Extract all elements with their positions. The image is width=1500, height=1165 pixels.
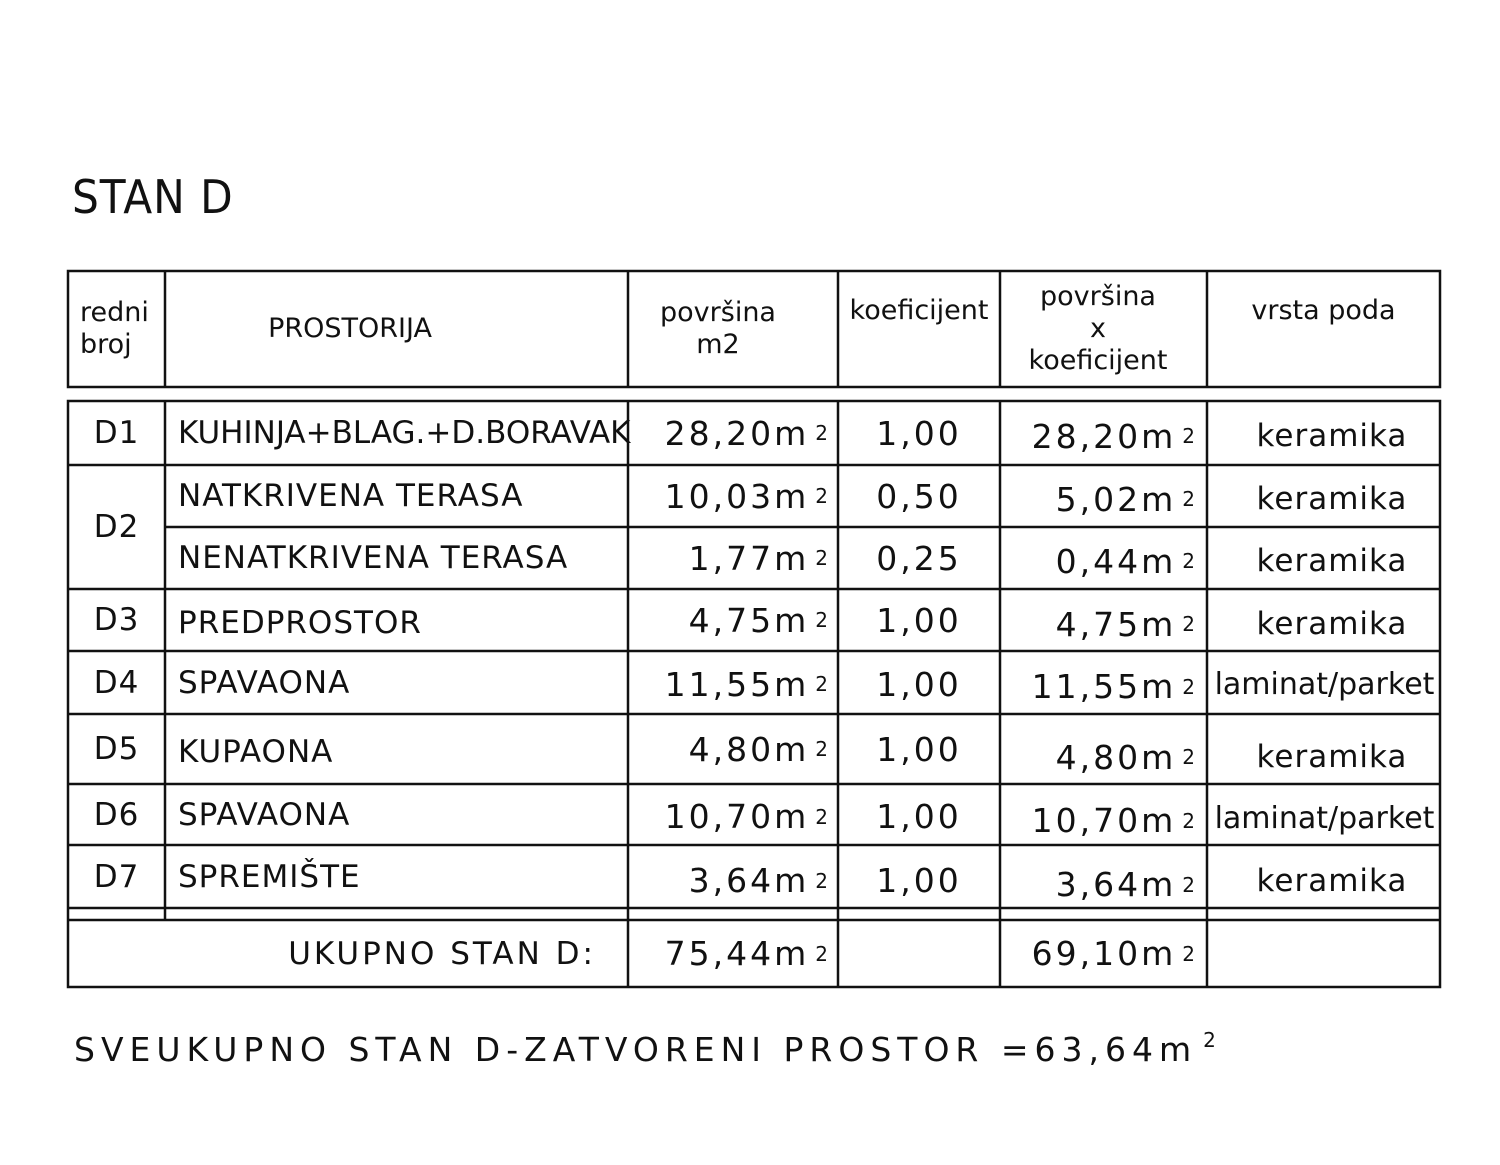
- cell-coef: 1,00: [876, 861, 962, 900]
- total-label: UKUPNO STAN D:: [288, 935, 596, 972]
- cell-id: D1: [93, 415, 140, 451]
- header-prostorija: [165, 271, 535, 387]
- cell-room: NATKRIVENA TERASA: [178, 478, 524, 514]
- header-redni-broj-line2: broj: [80, 329, 132, 360]
- unit-exponent: 2: [815, 421, 828, 445]
- cell-weighted: [1000, 404, 1195, 468]
- cell-id: D3: [93, 602, 140, 638]
- cell-weighted: [1000, 722, 1195, 792]
- cell-coef: 1,00: [876, 413, 962, 453]
- footer-summary: [74, 1028, 1216, 1069]
- cell-area-value: 10,03m: [664, 476, 810, 516]
- cell-weighted-value: 3,64m: [1055, 865, 1177, 904]
- unit-exponent: 2: [1182, 424, 1195, 448]
- document-title: STAN D: [72, 170, 234, 224]
- cell-coef: 1,00: [876, 600, 962, 640]
- cell-floor: laminat/parket: [1214, 801, 1435, 836]
- cell-room: KUHINJA+BLAG.+D.BORAVAK: [178, 415, 631, 451]
- header-vrsta-poda-label: vrsta poda: [1251, 295, 1396, 326]
- header-redni-broj: [68, 271, 165, 387]
- unit-exponent: 2: [815, 804, 828, 829]
- unit-exponent: 2: [815, 672, 828, 696]
- unit-exponent: 2: [1182, 941, 1195, 966]
- cell-area-value: 10,70m: [664, 797, 810, 836]
- cell-weighted-value: 11,55m: [1031, 667, 1177, 706]
- cell-area: [628, 401, 828, 465]
- header-koeficijent: [838, 271, 1000, 351]
- cell-weighted-value: 4,75m: [1055, 604, 1177, 644]
- unit-exponent: 2: [815, 546, 828, 570]
- unit-exponent: 2: [1182, 674, 1195, 699]
- cell-area: [628, 651, 828, 717]
- header-pk-line3: koeficijent: [1028, 345, 1168, 376]
- cell-id: D4: [93, 664, 140, 701]
- cell-floor: keramika: [1256, 543, 1408, 579]
- cell-id: D6: [93, 796, 140, 833]
- cell-floor: keramika: [1256, 739, 1408, 775]
- cell-area-value: 1,77m: [688, 538, 810, 578]
- header-povrsina: [628, 271, 808, 387]
- cell-area: [628, 589, 828, 651]
- unit-exponent: 2: [1182, 549, 1195, 573]
- header-povrsina-x-koeficijent: [1000, 271, 1196, 387]
- cell-coef: 1,00: [876, 797, 962, 836]
- cell-area-value: 3,64m: [688, 861, 810, 900]
- cell-weighted: [1000, 593, 1195, 655]
- cell-weighted-value: 10,70m: [1031, 801, 1177, 840]
- unit-exponent: 2: [1203, 1028, 1216, 1052]
- cell-weighted: [1000, 853, 1195, 916]
- cell-area: [628, 465, 828, 527]
- header-vrsta-poda: [1207, 271, 1440, 351]
- header-povrsina-line2: m2: [696, 329, 740, 360]
- cell-weighted-value: 4,80m: [1055, 737, 1177, 777]
- unit-exponent: 2: [1182, 808, 1195, 833]
- cell-room: SPAVAONA: [178, 664, 351, 701]
- cell-room: SPAVAONA: [178, 796, 351, 833]
- cell-area: [628, 527, 828, 589]
- footer-summary-text: SVEUKUPNO STAN D-ZATVORENI PROSTOR =63,64m: [74, 1030, 1198, 1069]
- header-pk-line1: površina: [1040, 281, 1156, 312]
- cell-coef: 0,25: [876, 538, 962, 578]
- header-redni-broj-line1: redni: [80, 297, 149, 328]
- header-koeficijent-label: koeficijent: [849, 295, 989, 326]
- header-prostorija-label: PROSTORIJA: [268, 313, 432, 344]
- unit-exponent: 2: [1182, 487, 1195, 511]
- cell-id: D7: [93, 858, 140, 895]
- cell-room: NENATKRIVENA TERASA: [178, 540, 569, 576]
- unit-exponent: 2: [815, 941, 828, 966]
- cell-room: SPREMIŠTE: [178, 858, 361, 895]
- cell-weighted: [1000, 468, 1195, 530]
- cell-id: D2: [93, 509, 140, 545]
- cell-floor: laminat/parket: [1214, 666, 1435, 702]
- cell-coef: 1,00: [876, 664, 962, 704]
- cell-floor: keramika: [1256, 606, 1408, 642]
- cell-weighted-value: 5,02m: [1055, 479, 1177, 519]
- cell-coef: 0,50: [876, 476, 962, 516]
- unit-exponent: 2: [815, 484, 828, 508]
- cell-weighted: [1000, 530, 1195, 592]
- cell-room: KUPAONA: [178, 734, 334, 770]
- header-pk-line2: x: [1090, 313, 1106, 344]
- cell-area: [628, 849, 828, 912]
- cell-area-value: 28,20m: [664, 413, 810, 453]
- total-area: [628, 920, 828, 987]
- unit-exponent: 2: [815, 868, 828, 893]
- unit-exponent: 2: [1182, 745, 1195, 769]
- cell-area-value: 11,55m: [664, 664, 810, 704]
- cell-room: PREDPROSTOR: [178, 605, 422, 641]
- cell-area-value: 4,80m: [688, 729, 810, 769]
- unit-exponent: 2: [1182, 612, 1195, 636]
- cell-area: [628, 784, 828, 849]
- cell-weighted-value: 0,44m: [1055, 541, 1177, 581]
- cell-floor: keramika: [1256, 862, 1408, 899]
- cell-area-value: 4,75m: [688, 600, 810, 640]
- header-povrsina-line1: površina: [660, 297, 776, 328]
- unit-exponent: 2: [815, 608, 828, 632]
- cell-floor: keramika: [1256, 418, 1408, 454]
- cell-floor: keramika: [1256, 481, 1408, 517]
- cell-coef: 1,00: [876, 729, 962, 769]
- cell-weighted: [1000, 788, 1195, 853]
- total-area-value: 75,44m: [664, 934, 810, 973]
- unit-exponent: 2: [815, 737, 828, 761]
- cell-area: [628, 714, 828, 784]
- total-weighted-value: 69,10m: [1031, 934, 1177, 973]
- cell-weighted: [1000, 655, 1195, 718]
- unit-exponent: 2: [1182, 872, 1195, 897]
- cell-weighted-value: 28,20m: [1031, 416, 1177, 456]
- total-weighted: [1000, 920, 1195, 987]
- cell-id: D5: [93, 731, 140, 767]
